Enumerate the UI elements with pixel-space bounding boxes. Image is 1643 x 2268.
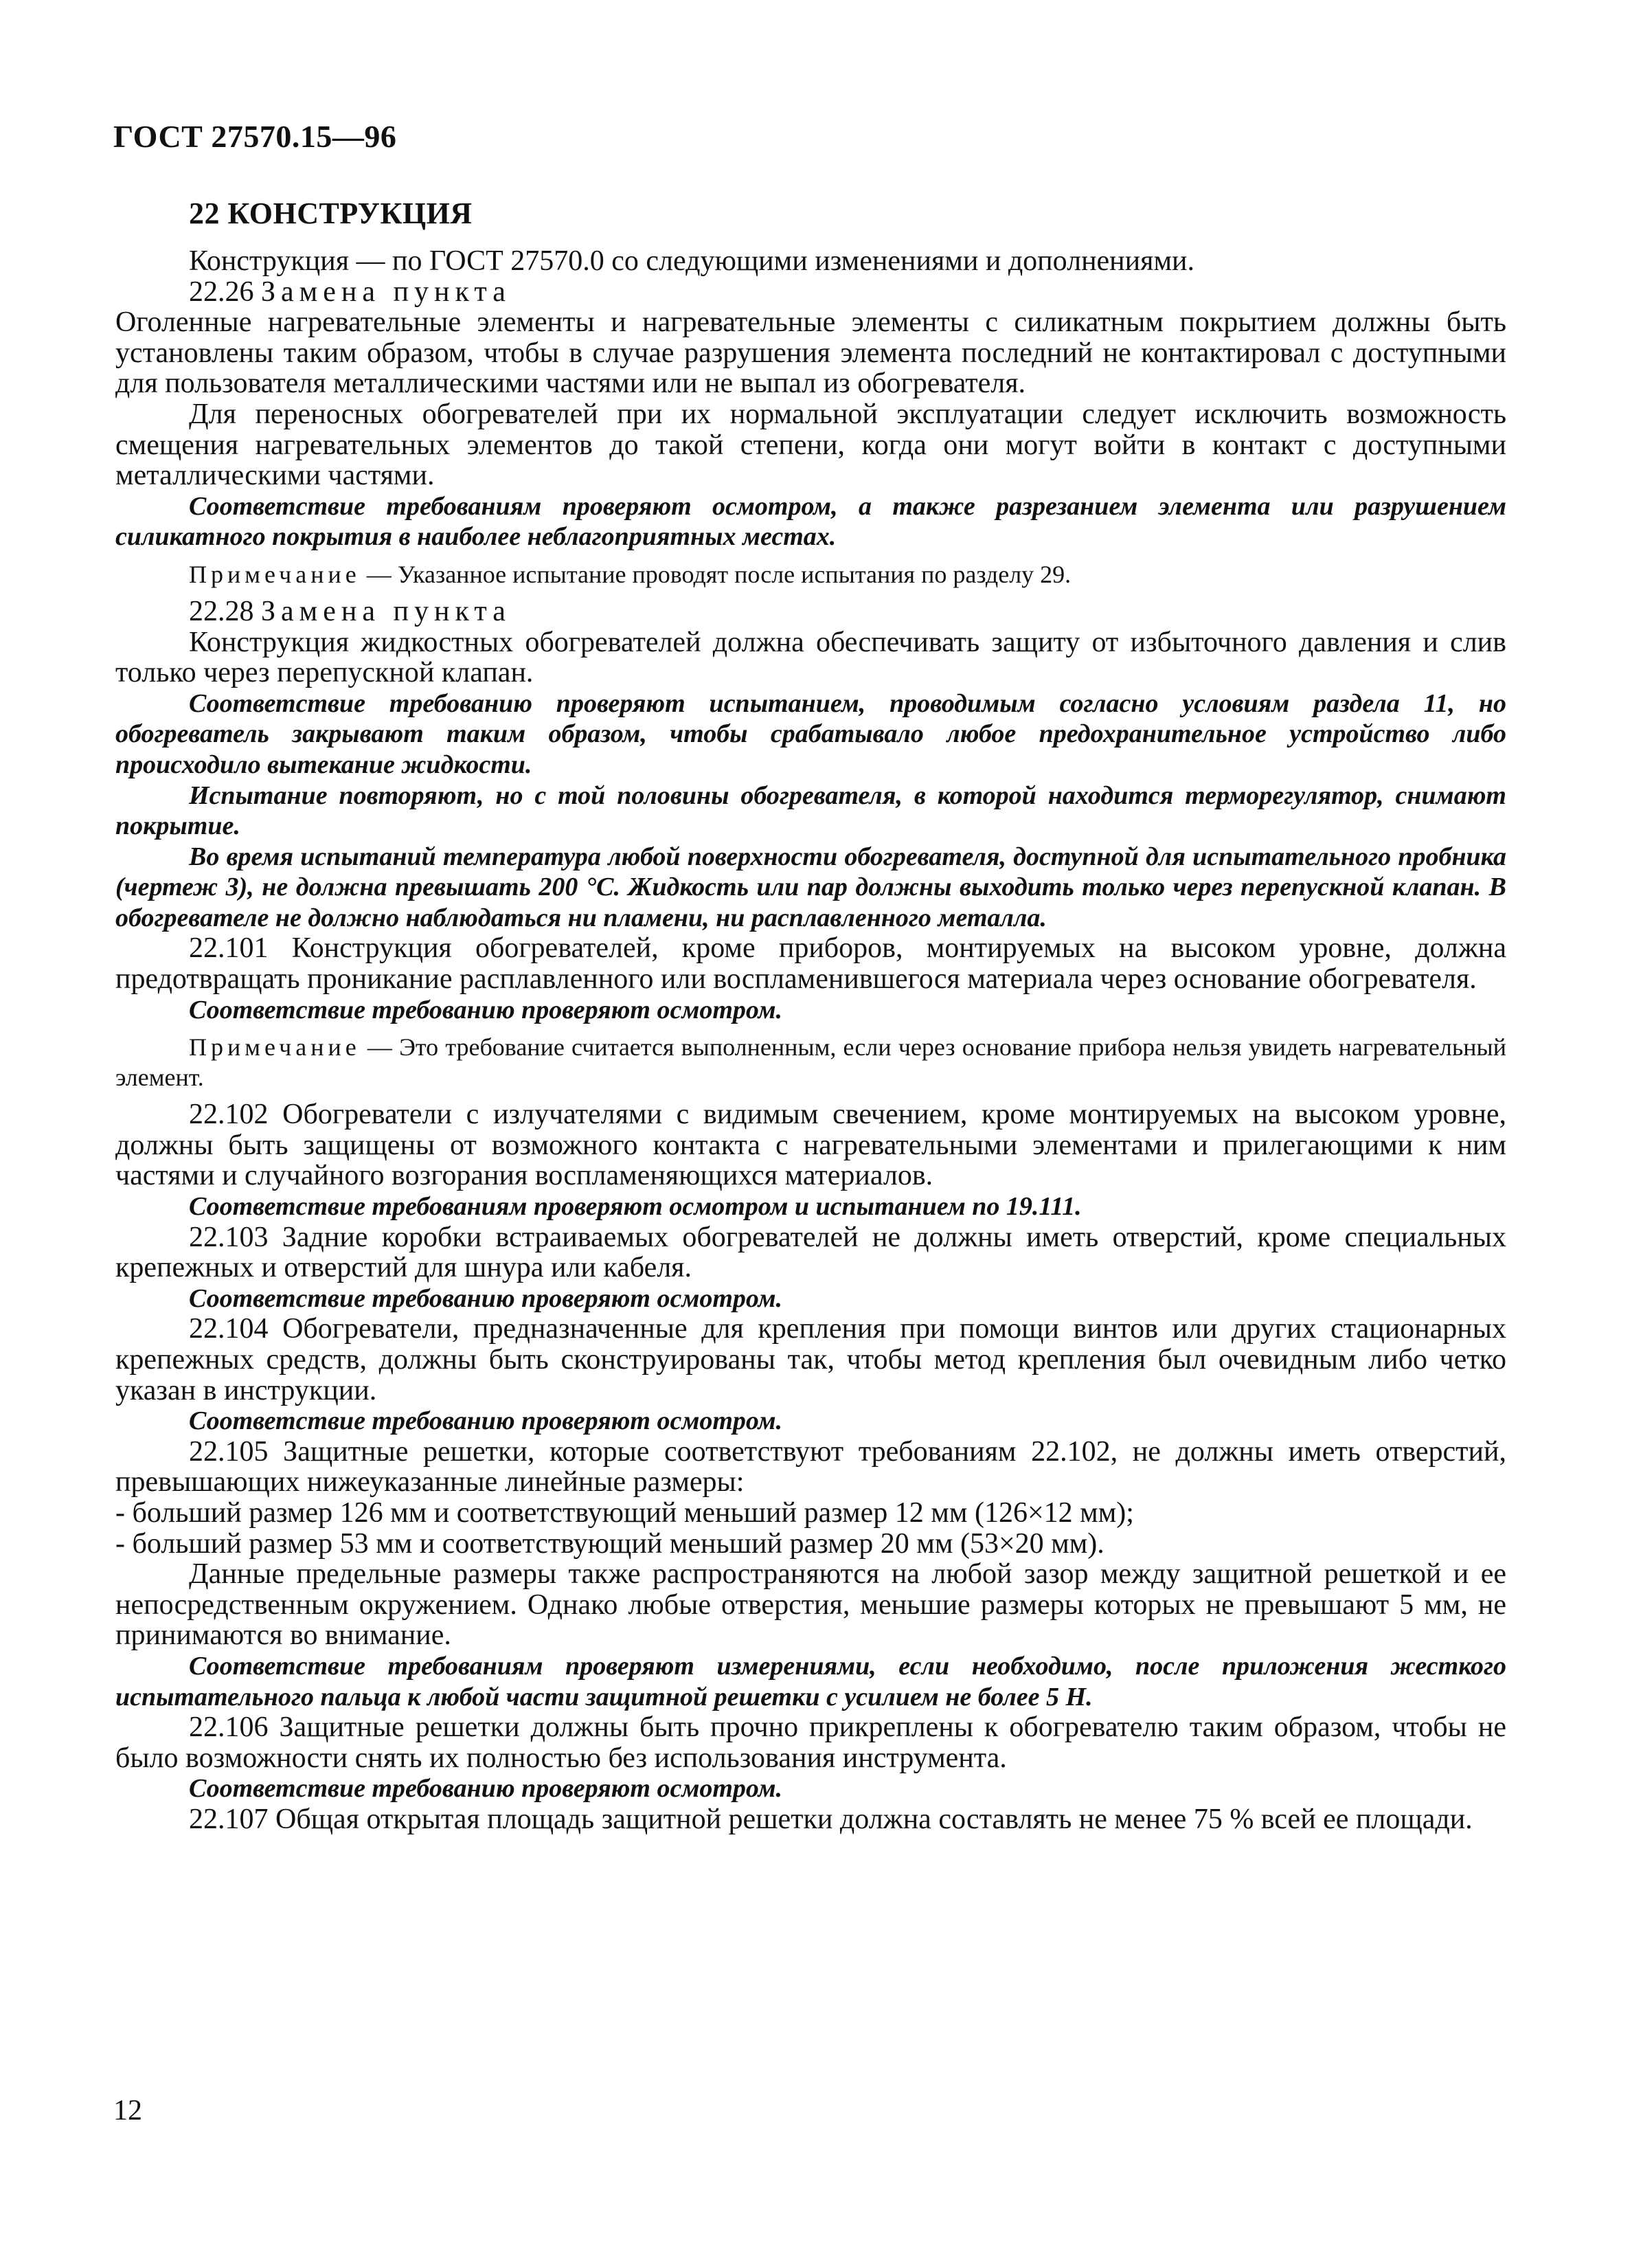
clause-22-105-compliance: Соответствие требованиям проверяют измерениями, если необходимо, после приложения жесткого испытательного пальца к любой части защитной решетки с усилием не более 5 Н. bbox=[115, 1651, 1506, 1711]
page-number: 12 bbox=[113, 2095, 142, 2126]
clause-22-105-item-1: - больший размер 126 мм и соответствующий меньший размер 12 мм (126×12 мм); bbox=[115, 1496, 1134, 1529]
clause-22-102-compliance: Соответствие требованиям проверяют осмотром и испытанием по 19.111. bbox=[189, 1192, 1082, 1222]
document-body bbox=[115, 246, 1506, 1835]
section-title: 22 КОНСТРУКЦИЯ bbox=[189, 197, 473, 230]
note-text: — Указанное испытание проводят после испытания по разделу 29. bbox=[360, 560, 1072, 588]
clause-22-105: 22.105 Защитные решетки, которые соответствуют требованиям 22.102, не должны иметь отверстий, превышающих нижеуказанные линейные размеры: bbox=[115, 1435, 1506, 1498]
clause-22-103-compliance: Соответствие требованию проверяют осмотром. bbox=[189, 1283, 782, 1313]
clause-22-105-paragraph-2: Данные предельные размеры также распространяются на любой зазор между защитной решеткой и ее непосредственным окружением. Однако любые отверстия, меньшие размеры которых не превышают 5 мм, не принимаются во внимание. bbox=[115, 1558, 1506, 1652]
clause-22-105-item-2: - больший размер 53 мм и соответствующий меньший размер 20 мм (53×20 мм). bbox=[115, 1527, 1104, 1560]
clause-22-107: 22.107 Общая открытая площадь защитной решетки должна составлять не менее 75 % всей ее площади. bbox=[189, 1803, 1473, 1835]
clause-heading-word: Замена пункта bbox=[261, 595, 511, 627]
clause-number: 22.26 bbox=[189, 276, 261, 308]
clause-22-28-compliance-3: Во время испытаний температура любой поверхности обогревателя, доступной для испытательного пробника (чертеж 3), не должна превышать 200 °С. Жидкость или пар должны выходить только через перепускной клапан. В обогревателе не должно наблюдаться ни пламени, ни расплавленного металла. bbox=[115, 842, 1506, 932]
clause-number: 22.28 bbox=[189, 595, 261, 627]
clause-22-101-note bbox=[115, 1032, 1506, 1092]
note-text: — Это требование считается выполненным, если через основание прибора нельзя увидеть нагревательный элемент. bbox=[115, 1033, 1506, 1092]
intro-paragraph: Конструкция — по ГОСТ 27570.0 со следующими изменениями и дополнениями. bbox=[189, 245, 1195, 277]
clause-22-26-compliance: Соответствие требованиям проверяют осмотром, а также разрезанием элемента или разрушением силикатного покрытия в наиболее неблагоприятных местах. bbox=[115, 491, 1506, 552]
clause-22-28-compliance-2: Испытание повторяют, но с той половины обогревателя, в которой находится терморегулятор, снимают покрытие. bbox=[115, 781, 1506, 841]
clause-22-26-paragraph-2: Для переносных обогревателей при их нормальной эксплуатации следует исключить возможность смещения нагревательных элементов до такой степени, когда они могут войти в контакт с доступными металлическими частями. bbox=[115, 398, 1506, 492]
clause-22-101-compliance: Соответствие требованию проверяют осмотром. bbox=[189, 995, 782, 1024]
clause-22-103: 22.103 Задние коробки встраиваемых обогревателей не должны иметь отверстий, кроме специальных крепежных и отверстий для шнура или кабеля. bbox=[115, 1221, 1506, 1284]
clause-22-104-compliance: Соответствие требованию проверяют осмотром. bbox=[189, 1406, 782, 1436]
clause-22-28-paragraph-1: Конструкция жидкостных обогревателей должна обеспечивать защиту от избыточного давления и слив только через перепускной клапан. bbox=[115, 626, 1506, 689]
clause-22-104: 22.104 Обогреватели, предназначенные для крепления при помощи винтов или других стационарных крепежных средств, должны быть сконструированы так, чтобы метод крепления был очевидным либо четко указан в инструкции. bbox=[115, 1313, 1506, 1406]
clause-22-28-compliance-1: Соответствие требованию проверяют испытанием, проводимым согласно условиям раздела 11, но обогреватель закрывают таким образом, чтобы срабатывало любое предохранительное устройство либо происходило вытекание жидкости. bbox=[115, 688, 1506, 779]
clause-22-26-paragraph-1: Оголенные нагревательные элементы и нагревательные элементы с силикатным покрытием должны быть установлены таким образом, чтобы в случае разрушения элемента последний не контактировал с доступными для пользователя металлическими частями или не выпал из обогревателя. bbox=[115, 306, 1506, 400]
document-header: ГОСТ 27570.15—96 bbox=[113, 119, 397, 154]
note-label: Примечание bbox=[189, 1033, 361, 1062]
clause-22-26-note bbox=[115, 559, 1506, 590]
clause-22-101: 22.101 Конструкция обогревателей, кроме приборов, монтируемых на высоком уровне, должна предотвращать проникание расплавленного или воспламенившегося материала через основание обогревателя. bbox=[115, 932, 1506, 996]
clause-22-102: 22.102 Обогреватели с излучателями с видимым свечением, кроме монтируемых на высоком уровне, должны быть защищены от возможного контакта с нагревательными элементами и прилегающими к ним частями и случайного возгорания воспламеняющихся материалов. bbox=[115, 1099, 1506, 1192]
clause-heading-word: Замена пункта bbox=[261, 276, 511, 308]
clause-22-26-heading bbox=[115, 277, 1506, 308]
note-label: Примечание bbox=[189, 560, 361, 588]
clause-22-28-heading bbox=[115, 596, 1506, 627]
clause-22-106: 22.106 Защитные решетки должны быть прочно прикреплены к обогревателю таким образом, чтобы не было возможности снять их полностью без использования инструмента. bbox=[115, 1711, 1506, 1774]
clause-22-106-compliance: Соответствие требованию проверяют осмотром. bbox=[189, 1774, 782, 1804]
